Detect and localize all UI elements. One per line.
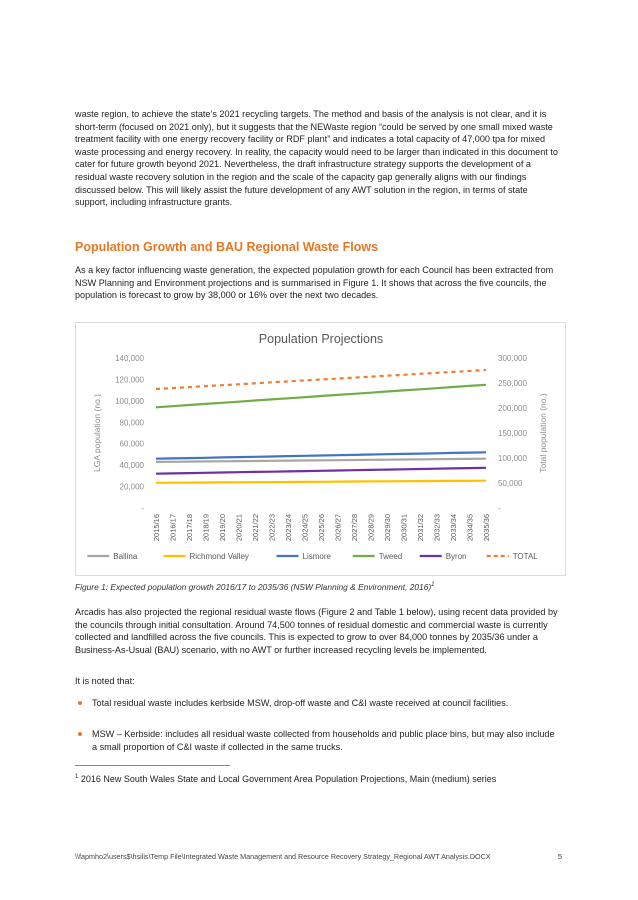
y-tick-label: 40,000 [119,461,144,471]
y2-axis-label: Total population (no.) [538,393,548,473]
chart-svg [76,323,565,575]
y2-tick-label: 250,000 [498,379,527,388]
y2-tick-label: - [498,504,501,513]
x-tick-label: 2017/18 [185,514,194,542]
noted-paragraph: It is noted that: [75,676,135,686]
caption-text: Figure 1: Expected population growth 2016/17 to 2035/36 (NSW Planning & Environment, 2016) [75,582,432,592]
footnote [75,771,555,785]
x-tick-label: 2035/36 [482,514,491,542]
x-tick-label: 2029/30 [383,514,392,542]
y-tick-label: 60,000 [119,439,144,449]
x-tick-label: 2030/31 [399,514,409,542]
x-tick-label: 2018/19 [201,514,211,542]
x-tick-label: 2024/25 [300,514,310,542]
x-tick-label: 2032/33 [432,514,442,542]
chart-title: Population Projections [258,332,384,346]
footnote-text: 2016 New South Wales State and Local Government Area Population Projections, Main (medium) series [80,774,497,784]
bullet-text: MSW – Kerbside: includes all residual waste collected from households and public place bins, but may also include a small proportion of C&I waste if collected in the same trucks. [92,729,555,752]
y2-tick-label: 100,000 [498,454,527,463]
y-tick-label: 100,000 [115,396,144,406]
series-line [156,459,486,462]
x-tick-label: 2021/22 [251,514,260,542]
x-tick-label: 2015/16 [152,514,161,542]
x-tick-label: 2019/20 [218,514,227,542]
x-tick-label: 2020/21 [234,514,244,542]
legend-label: Ballina [113,552,138,561]
x-tick-label: 2025/26 [317,514,326,542]
legend-label: Tweed [378,552,403,561]
x-tick-label: 2033/34 [449,514,458,542]
x-tick-label: 2023/24 [284,514,293,542]
y-tick-label: 20,000 [119,482,144,492]
legend-label: TOTAL [512,552,538,561]
x-tick-label: 2034/35 [465,514,475,542]
footnote-divider [75,765,230,766]
bullet-text: Total residual waste includes kerbside MSW, drop-off waste and C&I waste received at council facilities. [92,698,509,708]
x-tick-label: 2028/29 [366,514,376,542]
population-paragraph: As a key factor influencing waste generation, the expected population growth for each Council has been extracted from NSW Planning and Environment projections and is summarised in Figure 1. It shows that across the five councils, the population is forecast to grow by 38,000 or 16% over the next two decades. [75,265,554,301]
y2-tick-label: 150,000 [498,429,527,438]
section-heading: Population Growth and BAU Regional Waste Flows [75,240,379,254]
x-tick-label: 2031/32 [416,514,425,542]
legend-label: Richmond Valley [189,552,249,561]
y2-tick-label: 300,000 [498,354,527,363]
y-tick-label: 140,000 [115,354,144,363]
y2-tick-label: 50,000 [498,479,523,488]
x-tick-label: 2022/23 [267,514,277,542]
bullet-dot-icon [78,732,82,736]
legend-label: Lismore [302,552,331,561]
series-line [156,452,486,458]
caption-footnote-ref: 1 [431,582,435,589]
figure-caption [75,582,562,592]
page-number: 5 [557,852,562,861]
footer-path: \\fapmho2\users$\hsilis\Temp File\Integrated Waste Management and Resource Recovery Strategy_Regional AWT Analysis.DOCX [75,852,491,861]
y-tick-label: - [141,504,144,513]
x-tick-label: 2027/28 [350,514,359,542]
residual-paragraph: Arcadis has also projected the regional residual waste flows (Figure 2 and Table 1 below), using recent data provided by the councils through initial consultation. Around 74,500 tonnes of residual domestic and commercial waste is currently collected and landfilled across the five councils. This is expected to grow to over 84,000 tonnes by 2035/36 under a Business-As-Usual (BAU) scenario, with no AWT or further increased recycling levels be implemented. [75,607,558,655]
footnote-number: 1 [75,774,79,780]
population-chart [75,322,566,576]
series-line [156,385,486,408]
series-line [156,370,486,389]
bullet-dot-icon [78,701,82,705]
y-tick-label: 80,000 [119,418,144,428]
x-tick-label: 2026/27 [333,514,343,542]
y-tick-label: 120,000 [115,375,144,385]
series-line [156,481,486,483]
y2-tick-label: 200,000 [498,404,527,413]
y-axis-label: LGA population (no.) [92,394,102,472]
x-tick-label: 2016/17 [168,514,178,542]
series-line [156,468,486,474]
intro-paragraph: waste region, to achieve the state’s 2021 recycling targets. The method and basis of the analysis is not clear, and it is short-term (focused on 2021 only), but it suggests that the NEWaste region “could be served by one small mixed waste treatment facility with one energy recovery facility or RDF plant” and indicates a total capacity of 47,000 tpa for mixed waste processing and energy recovery. In reality, the capacity would need to be larger than indicated in this document to cater for future growth beyond 2021. Nevertheless, the draft infrastructure strategy supports the development of a residual waste recovery solution in the region and the scale of the capacity gap generally aligns with our findings discussed below. This will likely assist the future development of any AWT solution in the region, in terms of state support, including infrastructure grants. [75,109,558,208]
legend-label: Byron [445,552,467,561]
